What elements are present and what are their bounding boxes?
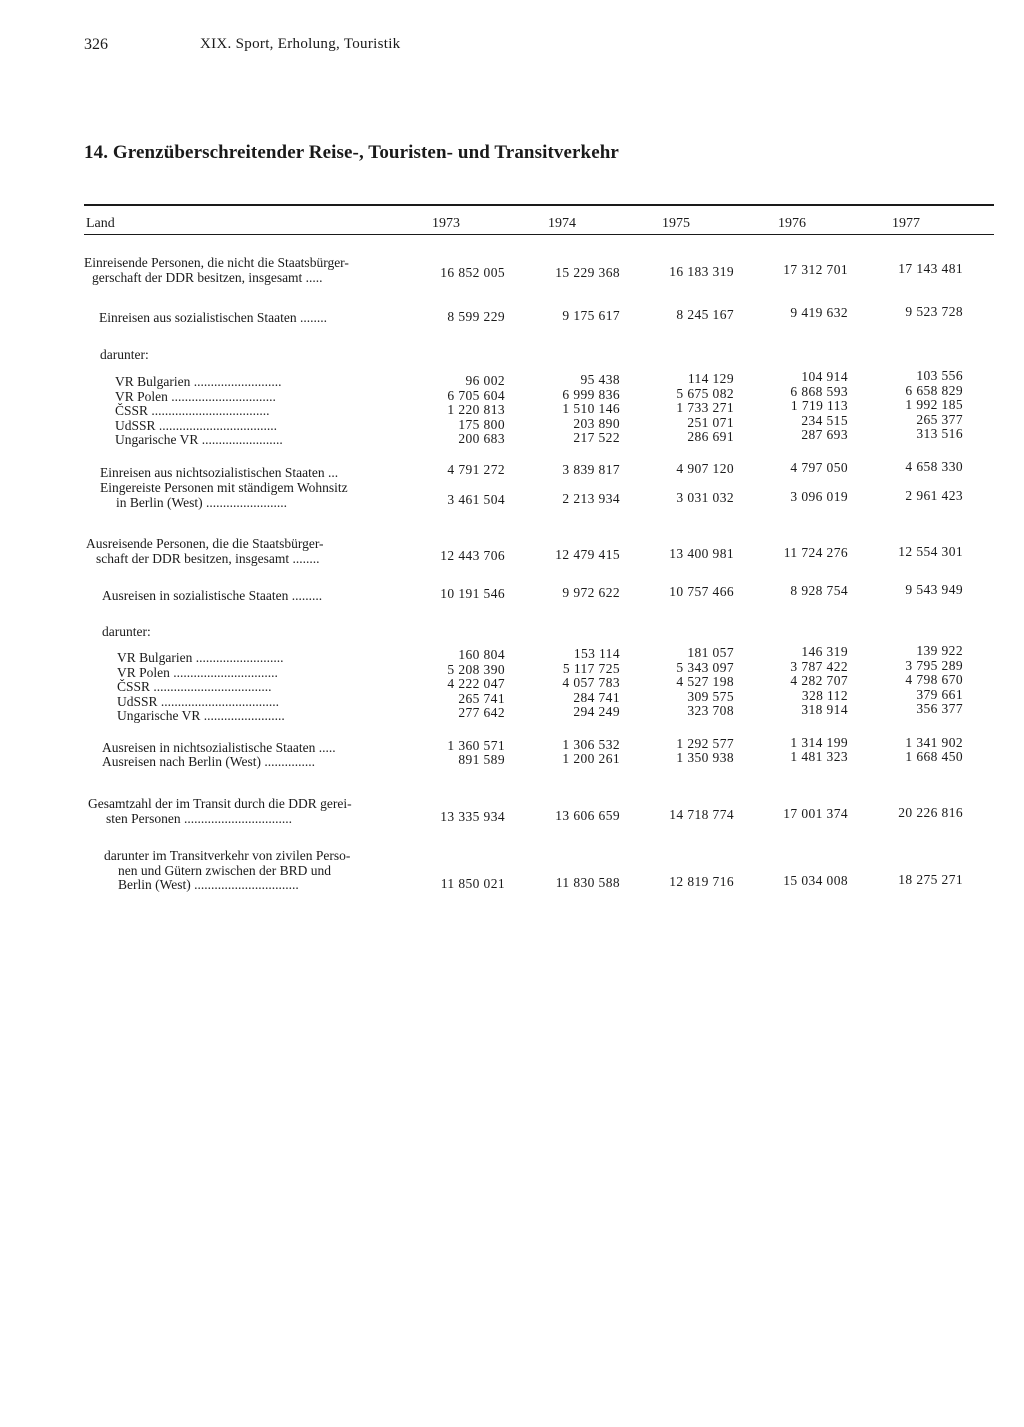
cell-1976: 9 419 632 — [790, 305, 848, 320]
row-label-group — [117, 651, 285, 724]
row-label-line: Gesamtzahl der im Transit durch die DDR gerei- — [88, 796, 352, 811]
cell-1977: 9 543 949 — [905, 582, 963, 597]
cell-1975: 8 245 167 — [676, 307, 734, 322]
cell-1977: 2 961 423 — [905, 488, 963, 503]
cell-1976: 15 034 008 — [783, 873, 848, 888]
row-label-line: darunter im Transitverkehr von zivilen Perso- — [104, 848, 351, 863]
row-label — [102, 589, 322, 604]
cell-1974: 95 438 6 999 836 1 510 146 203 890 217 522 — [562, 372, 620, 445]
row-label-line: Einreisen aus nichtsozialistischen Staaten ... — [100, 465, 339, 480]
row-label-line: VR Polen ............................... — [117, 664, 278, 680]
cell-1973: 12 443 706 — [440, 548, 505, 563]
cell-1976: 17 001 374 — [783, 806, 848, 821]
cell-1973: 891 589 — [458, 752, 505, 767]
cell-1976: 4 797 050 — [790, 460, 848, 475]
row-label-line: schaft der DDR besitzen, insgesamt ........ — [96, 550, 320, 566]
column-header-1977: 1977 — [892, 216, 920, 231]
row-label — [104, 849, 350, 893]
cell-1975: 12 819 716 — [669, 874, 734, 889]
row-label-line: Einreisen aus sozialistischen Staaten ........ — [99, 310, 327, 325]
cell-1975: 1 350 938 — [676, 750, 734, 765]
cell-1973: 8 599 229 — [447, 309, 505, 324]
row-label-line: Ausreisen in nichtsozialistische Staaten ..... — [102, 740, 336, 755]
cell-1973: 11 850 021 — [440, 876, 505, 891]
cell-1973: 1 360 571 — [447, 738, 505, 753]
cell-1976: 1 481 323 — [790, 749, 848, 764]
row-label-line: Einreisende Personen, die nicht die Staatsbürger- — [84, 255, 349, 270]
cell-1976: 146 319 3 787 422 4 282 707 328 112 318 914 — [790, 644, 848, 717]
row-label-line: in Berlin (West) ........................ — [116, 494, 288, 510]
column-header-1976: 1976 — [778, 216, 806, 231]
cell-1974: 11 830 588 — [555, 875, 620, 890]
row-label — [88, 797, 438, 826]
row-label — [84, 256, 424, 285]
cell-1975: 16 183 319 — [669, 264, 734, 279]
row-label — [102, 625, 151, 640]
row-label-line: VR Bulgarien .......................... — [115, 374, 282, 389]
row-label-line: darunter: — [102, 624, 151, 639]
row-label-line: Ungarische VR ........................ — [117, 708, 285, 723]
row-label-line: Ausreisende Personen, die die Staatsbürger- — [86, 536, 324, 551]
cell-1973: 96 002 6 705 604 1 220 813 175 800 200 683 — [447, 373, 505, 446]
row-label-line: gerschaft der DDR besitzen, insgesamt ..... — [92, 269, 323, 285]
row-label — [86, 537, 428, 566]
cell-1974: 9 972 622 — [562, 585, 620, 600]
row-label-line: UdSSR ................................... — [115, 417, 278, 433]
cell-1974: 153 114 5 117 725 4 057 783 284 741 294 249 — [562, 646, 620, 719]
cell-1977: 18 275 271 — [898, 872, 963, 887]
cell-1976: 17 312 701 — [783, 262, 848, 277]
row-label-line: VR Bulgarien .......................... — [117, 650, 284, 665]
cell-1977: 1 341 902 — [905, 735, 963, 750]
cell-1977: 20 226 816 — [898, 805, 963, 820]
cell-1976: 11 724 276 — [783, 545, 848, 560]
row-label-line: UdSSR ................................... — [117, 693, 280, 709]
cell-1975: 10 757 466 — [669, 584, 734, 599]
row-label-line: VR Polen ............................... — [115, 388, 276, 404]
cell-1974: 2 213 934 — [562, 491, 620, 506]
cell-1974: 1 200 261 — [562, 751, 620, 766]
row-label — [100, 481, 348, 510]
row-label-line: Ungarische VR ........................ — [115, 432, 283, 447]
cell-1976: 1 314 199 — [790, 735, 848, 750]
table-top-rule — [84, 204, 994, 206]
row-label-line: darunter: — [100, 347, 149, 362]
row-label-line: Ausreisen nach Berlin (West) ............... — [102, 754, 315, 769]
row-label — [100, 466, 338, 481]
cell-1975: 13 400 981 — [669, 546, 734, 561]
row-label — [102, 755, 315, 770]
cell-1974: 13 606 659 — [555, 808, 620, 823]
cell-1973: 4 791 272 — [447, 462, 505, 477]
row-label — [100, 348, 149, 363]
row-label-line: ČSSR ................................... — [117, 679, 272, 694]
column-header-1973: 1973 — [432, 216, 460, 231]
cell-1975: 3 031 032 — [676, 490, 734, 505]
cell-1977: 17 143 481 — [898, 261, 963, 276]
cell-1975: 114 129 5 675 082 1 733 271 251 071 286 691 — [676, 371, 734, 444]
cell-1973: 3 461 504 — [447, 492, 505, 507]
row-label-line: Berlin (West) ............................... — [118, 877, 299, 892]
cell-1977: 4 658 330 — [905, 459, 963, 474]
row-label-line: Ausreisen in sozialistische Staaten ......... — [102, 588, 323, 603]
row-label-group — [115, 375, 283, 448]
cell-1974: 12 479 415 — [555, 547, 620, 562]
cell-1977: 12 554 301 — [898, 544, 963, 559]
cell-1974: 9 175 617 — [562, 308, 620, 323]
cell-1975: 4 907 120 — [676, 461, 734, 476]
column-header-land: Land — [86, 216, 115, 231]
cell-1976: 104 914 6 868 593 1 719 113 234 515 287 693 — [790, 369, 848, 442]
table-title: 14. Grenzüberschreitender Reise-, Touristen- und Transitverkehr — [84, 142, 619, 163]
cell-1975: 14 718 774 — [669, 807, 734, 822]
cell-1973: 160 804 5 208 390 4 222 047 265 741 277 642 — [447, 647, 505, 720]
cell-1976: 3 096 019 — [790, 489, 848, 504]
cell-1976: 8 928 754 — [790, 583, 848, 598]
cell-1977: 139 922 3 795 289 4 798 670 379 661 356 377 — [905, 643, 963, 716]
cell-1974: 15 229 368 — [555, 265, 620, 280]
cell-1974: 3 839 817 — [562, 462, 620, 477]
cell-1977: 103 556 6 658 829 1 992 185 265 377 313 516 — [905, 368, 963, 441]
table-header-rule — [84, 234, 994, 235]
row-label — [99, 311, 327, 326]
row-label-line: nen und Gütern zwischen der BRD und — [118, 862, 331, 878]
row-label-line: Eingereiste Personen mit ständigem Wohnsitz — [100, 480, 348, 495]
cell-1977: 1 668 450 — [905, 749, 963, 764]
cell-1974: 1 306 532 — [562, 737, 620, 752]
running-head: XIX. Sport, Erholung, Touristik — [200, 36, 401, 52]
cell-1973: 10 191 546 — [440, 586, 505, 601]
column-header-1975: 1975 — [662, 216, 690, 231]
cell-1973: 13 335 934 — [440, 809, 505, 824]
column-header-1974: 1974 — [548, 216, 576, 231]
row-label-line: ČSSR ................................... — [115, 403, 270, 418]
page-number: 326 — [84, 36, 108, 53]
cell-1977: 9 523 728 — [905, 304, 963, 319]
cell-1975: 181 057 5 343 097 4 527 198 309 575 323 708 — [676, 645, 734, 718]
cell-1973: 16 852 005 — [440, 265, 505, 280]
cell-1975: 1 292 577 — [676, 736, 734, 751]
row-label-line: sten Personen ................................ — [106, 810, 292, 826]
